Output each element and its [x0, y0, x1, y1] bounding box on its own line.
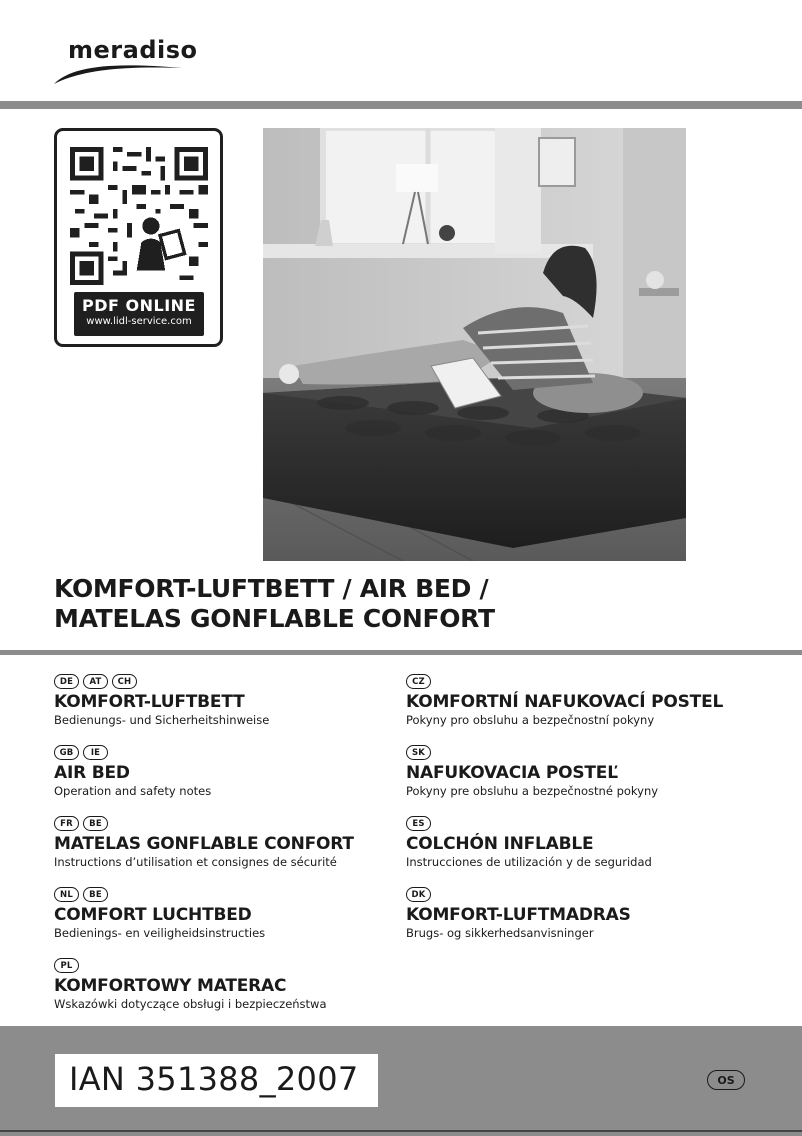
country-code-badge: ES — [406, 816, 431, 831]
country-code-badge: NL — [54, 887, 79, 902]
language-entry-subtitle: Pokyny pre obsluhu a bezpečnostné pokyny — [406, 784, 659, 798]
language-entry-es — [406, 816, 786, 887]
country-code-badge: PL — [54, 958, 79, 973]
language-entry-title: KOMFORTOWY MATERAC — [54, 976, 287, 996]
title-line-1: KOMFORT-LUFTBETT / AIR BED / — [54, 574, 489, 603]
country-code-badge: GB — [54, 745, 79, 760]
country-code-badge: CZ — [406, 674, 431, 689]
language-entry-sk — [406, 745, 786, 816]
qr-code-icon — [70, 147, 208, 285]
language-entry-dk — [406, 887, 786, 958]
language-entry-subtitle: Instructions d’utilisation et consignes de sécurité — [54, 855, 337, 869]
language-list-left — [54, 674, 394, 1029]
title-line-2: MATELAS GONFLABLE CONFORT — [54, 604, 495, 633]
language-entry-title: KOMFORTNÍ NAFUKOVACÍ POSTEL — [406, 692, 724, 712]
language-entry-cz — [406, 674, 786, 745]
language-entry-title: KOMFORT-LUFTBETT — [54, 692, 245, 712]
language-entry-title: COMFORT LUCHTBED — [54, 905, 252, 925]
footer-band — [0, 1026, 802, 1136]
ian-number: IAN 351388_2007 — [69, 1060, 359, 1098]
service-url: www.lidl-service.com — [86, 316, 192, 327]
language-entry-de — [54, 674, 394, 745]
language-entry-fr — [54, 816, 394, 887]
top-divider — [0, 101, 802, 109]
country-code-badge: IE — [83, 745, 108, 760]
language-entry-subtitle: Pokyny pro obsluhu a bezpečnostní pokyny — [406, 713, 655, 727]
language-entry-subtitle: Brugs- og sikkerhedsanvisninger — [406, 926, 594, 940]
pdf-online-label: PDF ONLINE — [82, 296, 196, 315]
os-badge: OS — [707, 1070, 745, 1090]
language-entry-title: NAFUKOVACIA POSTEĽ — [406, 763, 618, 783]
language-entry-subtitle: Bedienings- en veiligheidsinstructies — [54, 926, 266, 940]
language-entry-title: AIR BED — [54, 763, 130, 783]
language-entry-subtitle: Instrucciones de utilización y de seguridad — [406, 855, 652, 869]
footer-line — [0, 1130, 802, 1132]
language-entry-title: MATELAS GONFLABLE CONFORT — [54, 834, 354, 854]
ian-box — [55, 1054, 378, 1107]
language-entry-gb — [54, 745, 394, 816]
language-entry-nl — [54, 887, 394, 958]
country-code-badge: SK — [406, 745, 431, 760]
brand-logo — [52, 36, 198, 86]
document-title — [54, 574, 754, 634]
country-code-badge: AT — [83, 674, 108, 689]
language-entry-subtitle: Wskazówki dotyczące obsługi i bezpieczeństwa — [54, 997, 327, 1011]
logo-wordmark: meradiso — [68, 36, 198, 64]
language-entry-subtitle: Operation and safety notes — [54, 784, 212, 798]
language-entry-title: COLCHÓN INFLABLE — [406, 834, 594, 854]
qr-card[interactable] — [54, 128, 223, 347]
language-list-right — [406, 674, 786, 958]
country-code-badge: DE — [54, 674, 79, 689]
logo-swoosh-icon — [52, 56, 187, 86]
language-entry-subtitle: Bedienungs- und Sicherheitshinweise — [54, 713, 270, 727]
country-code-badge: CH — [112, 674, 137, 689]
language-entry-pl — [54, 958, 394, 1029]
middle-divider — [0, 650, 802, 655]
country-code-badge: BE — [83, 887, 108, 902]
country-code-badge: BE — [83, 816, 108, 831]
country-code-badge: DK — [406, 887, 431, 902]
pdf-online-badge[interactable] — [74, 292, 204, 336]
product-photo — [263, 128, 686, 561]
country-code-badge: FR — [54, 816, 79, 831]
language-entry-title: KOMFORT-LUFTMADRAS — [406, 905, 631, 925]
